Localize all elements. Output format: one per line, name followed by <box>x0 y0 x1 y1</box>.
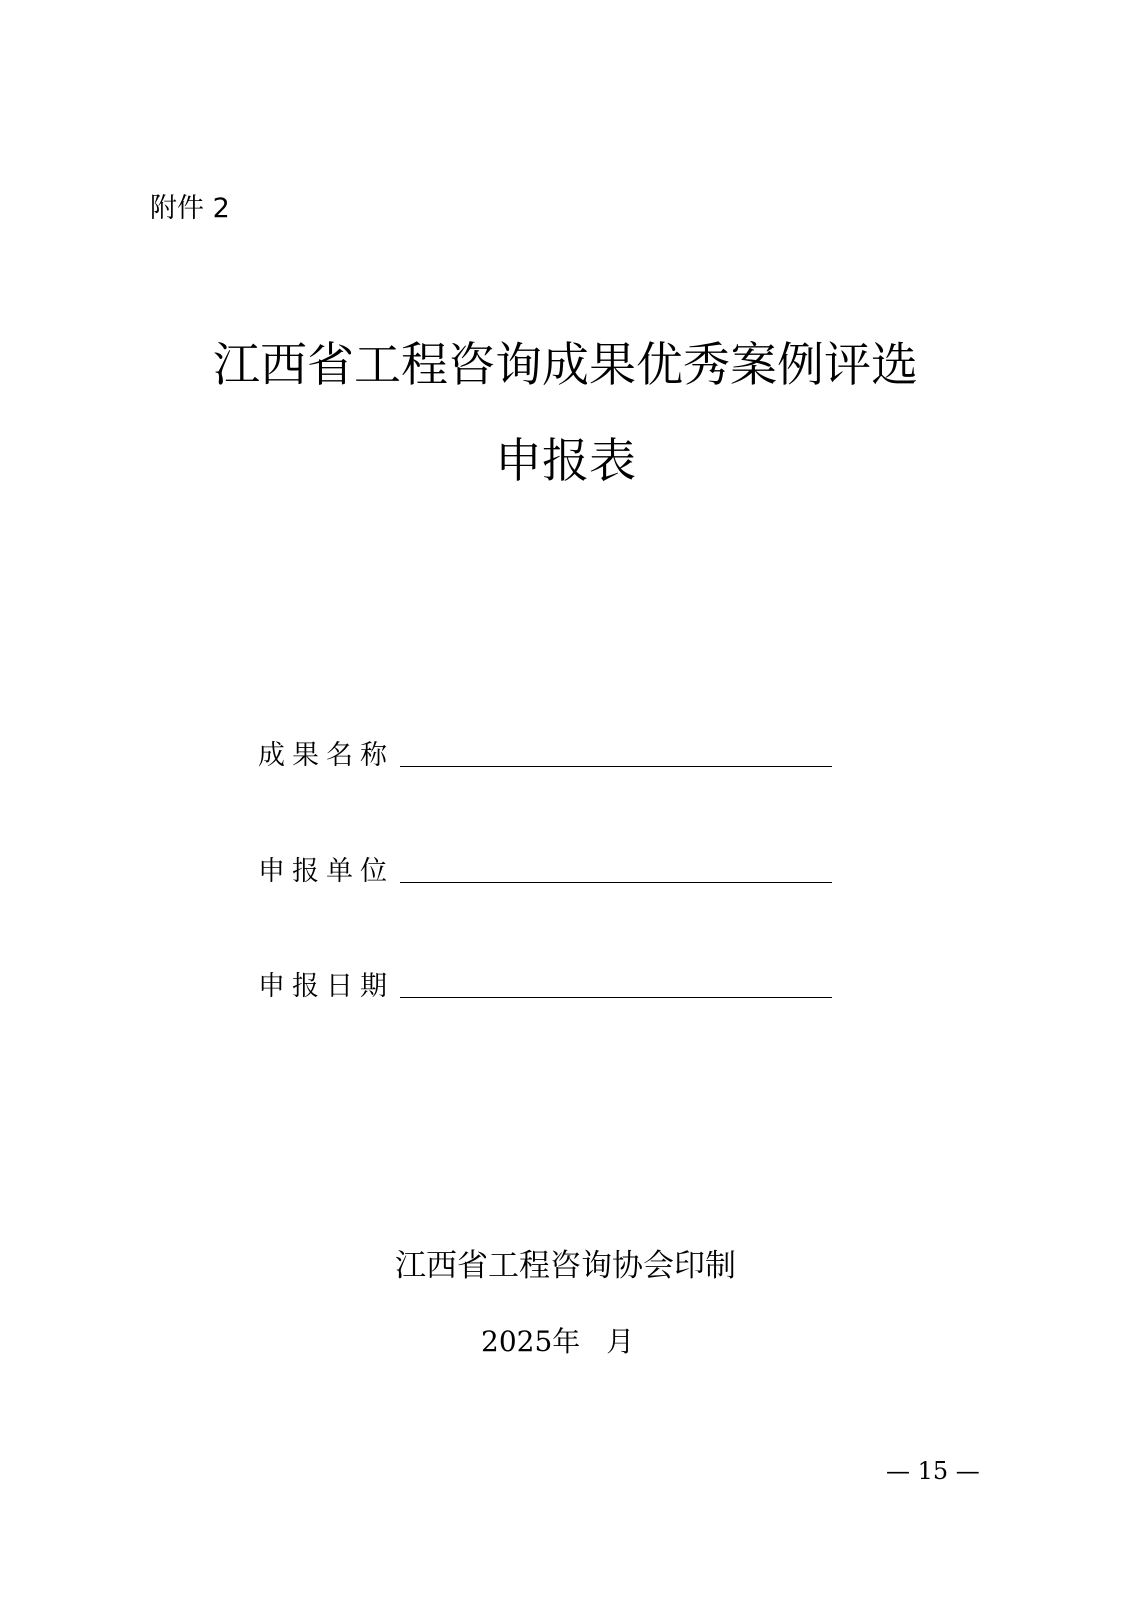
fill-in-line <box>400 766 832 767</box>
date-month-unit: 月 <box>606 1325 635 1358</box>
fill-in-line <box>400 882 832 883</box>
page-number: — 15 — <box>886 1457 980 1485</box>
form-field-application-date <box>258 967 838 1007</box>
document-title-line-1: 江西省工程咨询成果优秀案例评选 <box>213 338 918 393</box>
field-label: 申报日期 <box>258 971 394 1002</box>
form-field-applicant-unit <box>258 852 838 892</box>
attachment-label: 附件 2 <box>150 193 230 224</box>
date-year: 2025 <box>481 1325 553 1358</box>
print-date <box>481 1322 634 1362</box>
field-label: 申报单位 <box>258 856 394 887</box>
form-field-achievement-name <box>258 736 838 776</box>
date-year-unit: 年 <box>552 1325 581 1358</box>
document-title-line-2: 申报表 <box>495 434 636 489</box>
field-label: 成果名称 <box>258 740 394 771</box>
fill-in-line <box>400 997 832 998</box>
publisher: 江西省工程咨询协会印制 <box>395 1248 736 1284</box>
